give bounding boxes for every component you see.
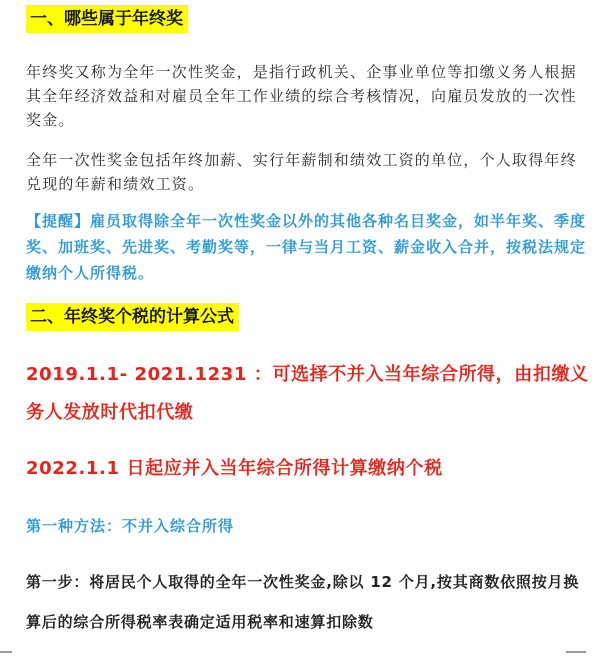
method-one-title: 第一种方法：不并入综合所得 — [26, 517, 235, 535]
bottom-right-mark — [566, 651, 586, 653]
method-one-step-one: 第一步：将居民个人取得的全年一次性奖金,除以 12 个月,按其商数依照按月换算后的综合所得税率表确定适用税率和速算扣除数 — [26, 573, 580, 631]
section2-heading: 二、年终奖个税的计算公式 — [26, 303, 239, 331]
section1-tip: 【提醒】雇员取得除全年一次性奖金以外的其他各种名目奖金，如半年奖、季度奖、加班奖、先进奖、考勤奖等，一律与当月工资、薪金收入合并，按税法规定缴纳个人所得税。 — [26, 212, 587, 282]
section2-heading-wrap — [26, 303, 586, 331]
section1-paragraph-scope: 全年一次性奖金包括年终加薪、实行年薪制和绩效工资的单位，个人取得年终兑现的年薪和绩效工资。 — [26, 151, 577, 193]
bottom-left-mark — [0, 651, 12, 653]
section2-new-rule: 2022.1.1 日起应并入当年综合所得计算缴纳个税 — [26, 458, 443, 479]
section1-paragraph-definition: 年终奖又称为全年一次性奖金，是指行政机关、企事业单位等扣缴义务人根据其全年经济效益和对雇员全年工作业绩的综合考核情况，向雇员发放的一次性奖金。 — [26, 63, 577, 129]
section1-heading-wrap — [26, 5, 586, 33]
section2-period-rule: 2019.1.1- 2021.1231 ：可选择不并入当年综合所得，由扣缴义务人发放时代扣代缴 — [26, 364, 589, 423]
page-bottom-marks — [0, 651, 601, 653]
section1-heading: 一、哪些属于年终奖 — [26, 5, 188, 33]
